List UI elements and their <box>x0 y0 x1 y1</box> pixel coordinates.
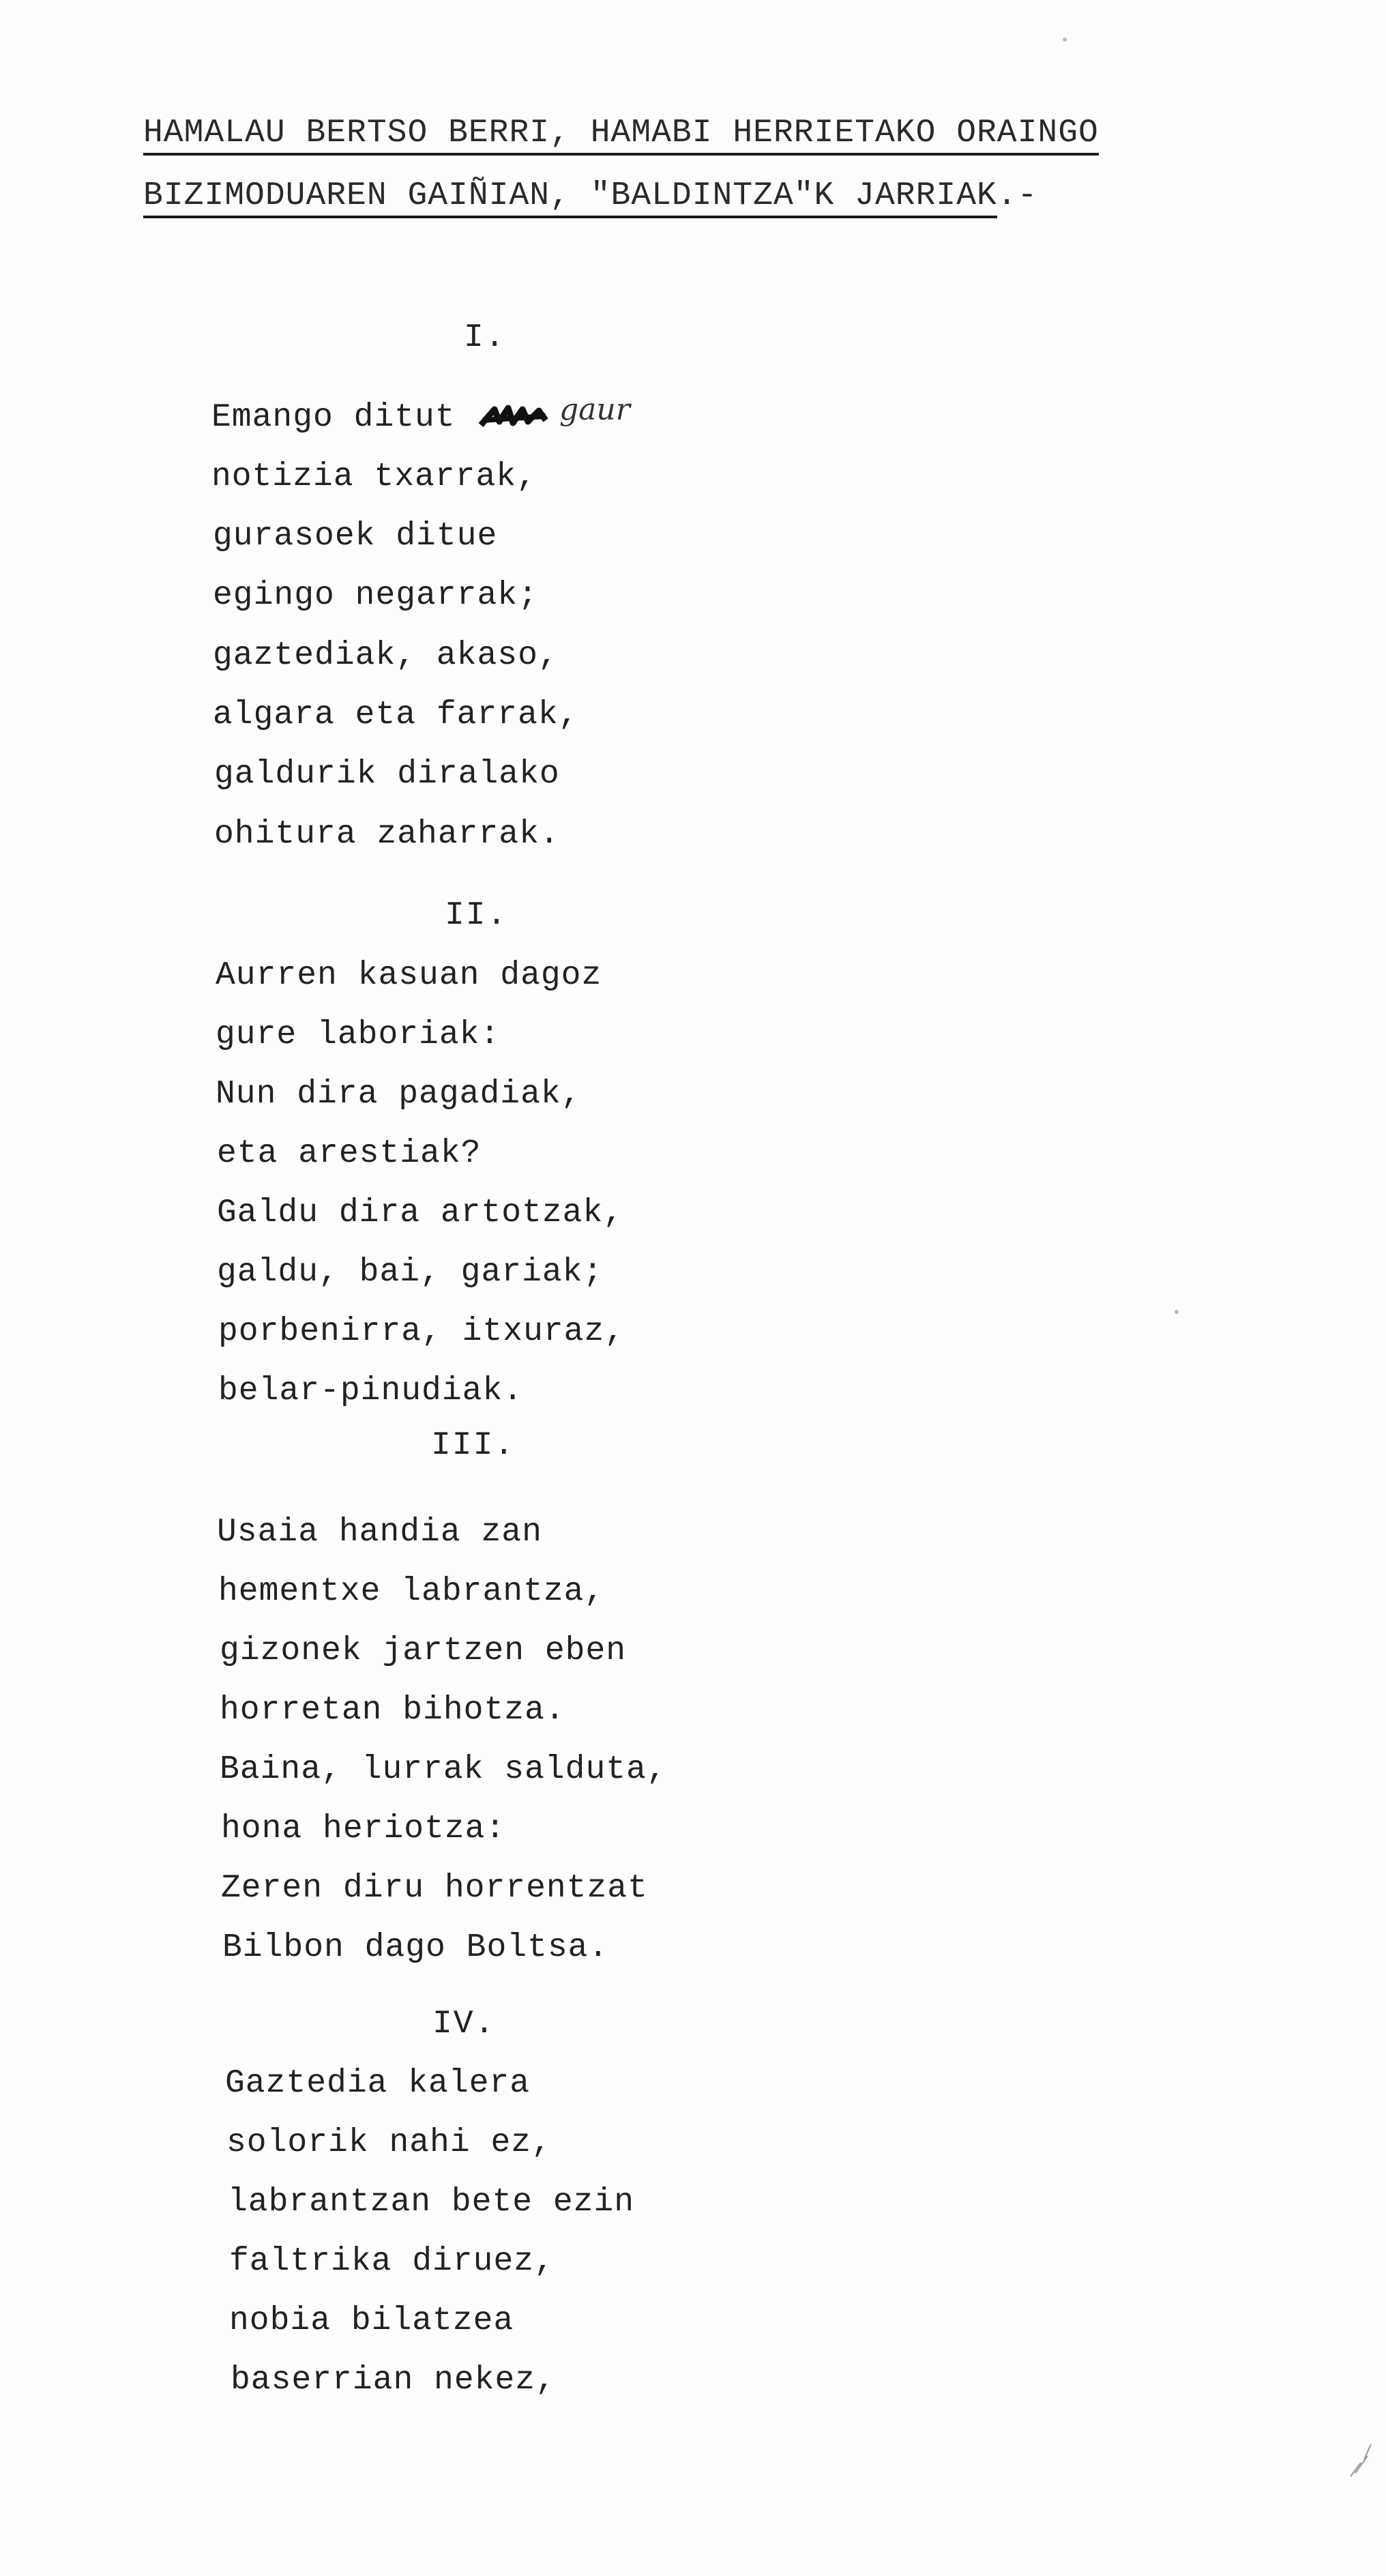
verse-line: solorik nahi ez, <box>226 2124 552 2161</box>
stanza-numeral: I. <box>464 319 506 356</box>
verse-line: baserrian nekez, <box>231 2362 556 2399</box>
scan-speck <box>1175 1310 1179 1314</box>
verse-line: horretan bihotza. <box>220 1692 565 1729</box>
verse-line: Emango ditut <box>211 399 456 436</box>
verse-line: ohitura zaharrak. <box>214 816 560 853</box>
verse-line: notizia txarrak, <box>211 458 537 495</box>
verse-line: Aurren kasuan dagoz <box>216 957 602 994</box>
verse-line: gure laboriak: <box>216 1016 501 1053</box>
handwritten-note: gaur <box>559 392 630 427</box>
verse-line: galdurik diralako <box>214 756 560 793</box>
title-line-1 <box>143 115 1099 151</box>
verse-line: Zeren diru horrentzat <box>221 1870 648 1907</box>
stanza-numeral: III. <box>431 1427 516 1464</box>
verse-line: algara eta farrak, <box>213 697 579 733</box>
verse-line: hementxe labrantza, <box>218 1573 605 1610</box>
scan-speck <box>1063 38 1067 42</box>
verse-line: Bilbon dago Boltsa. <box>222 1929 609 1966</box>
verse-line: eta arestiak? <box>217 1135 482 1172</box>
verse-line: hona heriotza: <box>221 1811 506 1847</box>
title-line-2-tail: .- <box>997 177 1038 214</box>
verse-line: Baina, lurrak salduta, <box>220 1751 667 1788</box>
verse-line: labrantzan bete ezin <box>228 2184 635 2221</box>
verse-line: nobia bilatzea <box>229 2302 514 2339</box>
crossed-out-word <box>477 401 552 435</box>
pencil-mark <box>1347 2439 1374 2480</box>
verse-line: Gaztedia kalera <box>225 2065 531 2102</box>
stanza-numeral: IV. <box>432 2006 496 2043</box>
title-line-2 <box>143 177 1037 214</box>
verse-line: gizonek jartzen eben <box>220 1633 627 1669</box>
verse-line: Nun dira pagadiak, <box>216 1076 582 1113</box>
title-line-1-text: HAMALAU BERTSO BERRI, HAMABI HERRIETAKO ORAINGO <box>143 115 1099 156</box>
title-line-2-underlined: BIZIMODUAREN GAIÑIAN, "BALDINTZA"K JARRIAK <box>143 177 997 218</box>
verse-line: Galdu dira artotzak, <box>217 1195 624 1231</box>
stanza-numeral: II. <box>445 897 508 934</box>
verse-line: galdu, bai, gariak; <box>217 1254 604 1291</box>
verse-line: faltrika diruez, <box>229 2243 555 2280</box>
verse-line: gurasoek ditue <box>213 518 498 555</box>
verse-line: Usaia handia zan <box>217 1514 542 1551</box>
verse-line: gaztediak, akaso, <box>213 637 559 674</box>
verse-line: egingo negarrak; <box>213 577 538 614</box>
verse-line: porbenirra, itxuraz, <box>218 1313 625 1350</box>
verse-line: belar-pinudiak. <box>218 1373 524 1409</box>
